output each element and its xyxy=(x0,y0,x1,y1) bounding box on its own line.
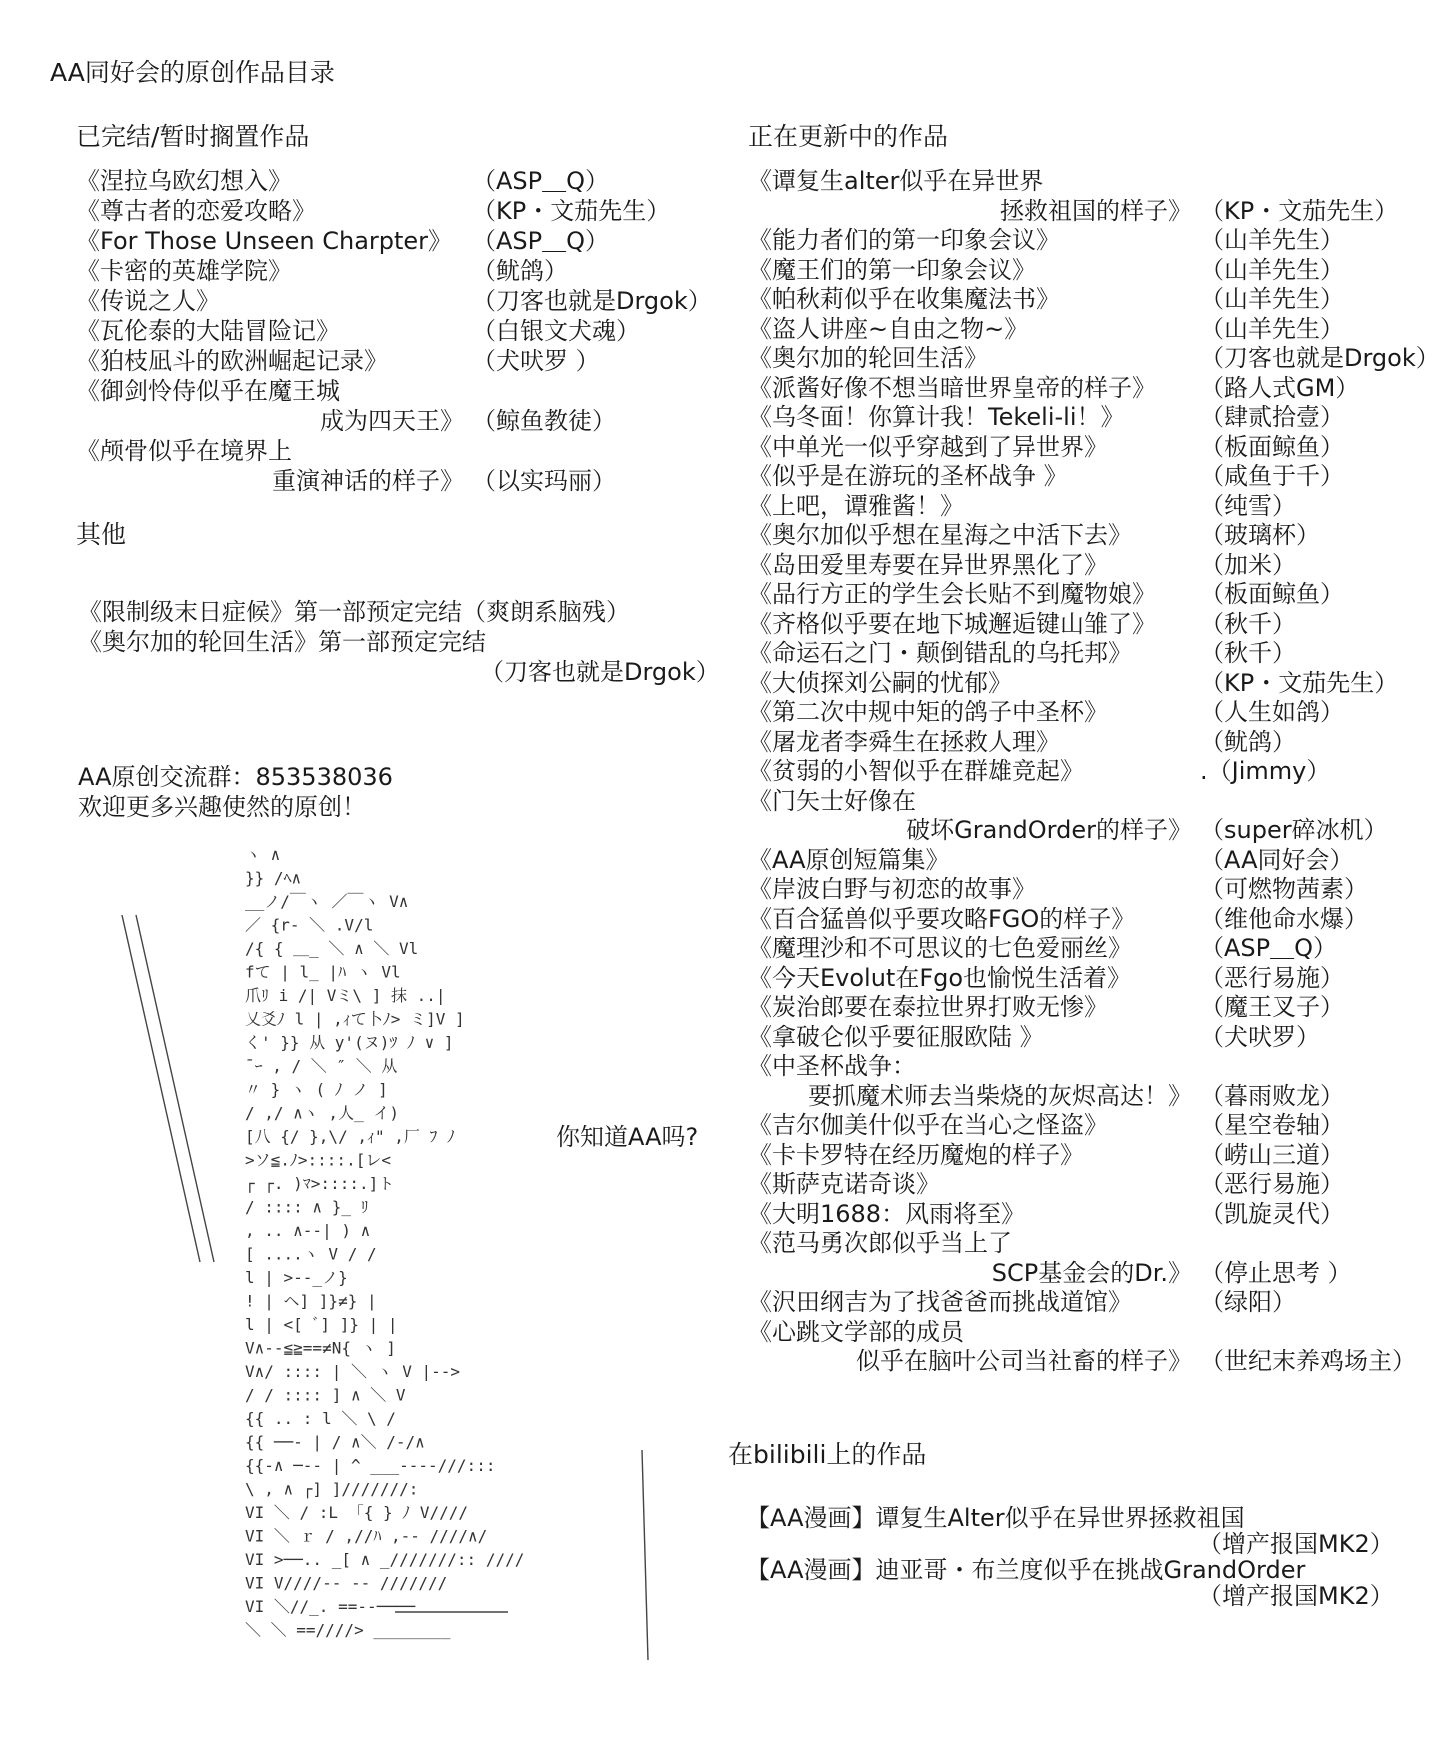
catalog-entry xyxy=(748,904,1438,934)
work-title[interactable]: 《谭复生alter似乎在异世界 xyxy=(748,167,1044,195)
work-title[interactable]: 《岸波白野与初恋的故事》 xyxy=(748,875,1036,903)
catalog-entry xyxy=(748,1169,1438,1199)
ascii-art-line: / ,/ ∧ヽ ,人_ イ) xyxy=(245,1103,399,1123)
catalog-entry xyxy=(748,1110,1438,1140)
work-title[interactable]: 《大侦探刘公嗣的忧郁》 xyxy=(748,668,1012,697)
work-author: （山羊先生） xyxy=(1200,255,1344,284)
work-author: （犬吠罗） xyxy=(1200,1022,1320,1051)
catalog-entry xyxy=(748,520,1438,550)
work-title[interactable]: 《炭治郎要在泰拉世界打败无惨》 xyxy=(748,993,1108,1021)
bilibili-item-title[interactable]: 【AA漫画】迪亚哥・布兰度似乎在挑战GrandOrder xyxy=(746,1556,1306,1584)
catalog-entry xyxy=(748,579,1438,609)
work-author: （板面鲸鱼） xyxy=(1200,580,1344,608)
work-title[interactable]: 《瓦伦泰的大陆冒险记》 xyxy=(76,317,340,345)
others-heading: 其他 xyxy=(76,520,127,549)
work-author: （崂山三道） xyxy=(1200,1140,1344,1169)
work-author: （KP・文茄先生） xyxy=(472,197,671,225)
work-author: （暮雨败龙） xyxy=(1200,1081,1344,1110)
completed-heading: 已完结/暂时搁置作品 xyxy=(76,122,310,151)
work-author: （山羊先生） xyxy=(1200,314,1344,343)
work-title[interactable]: 《齐格似乎要在地下城邂逅键山雏了》 xyxy=(748,609,1156,638)
catalog-entry xyxy=(748,933,1438,963)
catalog-entry xyxy=(748,343,1438,373)
work-title[interactable]: 《尊古者的恋爱攻略》 xyxy=(76,197,316,225)
work-author: （世纪末养鸡场主） xyxy=(1200,1347,1416,1375)
work-title[interactable]: 《吉尔伽美什似乎在当心之怪盗》 xyxy=(748,1111,1108,1139)
ascii-art-line: 〃 } ヽ ( ﾉ ノ ] xyxy=(245,1080,388,1099)
speech-text: 你知道AA吗? xyxy=(556,1123,699,1151)
work-title[interactable]: 《派酱好像不想当暗世界皇帝的样子》 xyxy=(748,373,1156,402)
work-author: （ASP＿Q） xyxy=(472,227,610,255)
work-title[interactable]: 《中单光一似乎穿越到了异世界》 xyxy=(748,432,1108,461)
work-title[interactable]: 《心跳文学部的成员 xyxy=(748,1317,964,1346)
work-author: （维他命水爆） xyxy=(1200,904,1368,933)
bilibili-item-author: （增产报国MK2） xyxy=(1198,1582,1394,1610)
work-title[interactable]: 《传说之人》 xyxy=(76,287,220,315)
catalog-entry xyxy=(748,225,1438,255)
work-author: （山羊先生） xyxy=(1200,285,1344,313)
work-author: （鱿鸽） xyxy=(1200,727,1296,756)
ascii-art-line: V∧‐‐≦≧==≠N{ ヽ ] xyxy=(245,1338,396,1358)
work-title[interactable]: 《涅拉乌欧幻想入》 xyxy=(76,167,292,195)
work-title[interactable]: 《卡卡罗特在经历魔炮的样子》 xyxy=(748,1140,1084,1169)
work-author: （super碎冰机） xyxy=(1200,816,1388,844)
work-title[interactable]: 《能力者们的第一印象会议》 xyxy=(748,226,1060,254)
work-title[interactable]: 《命运石之门・颠倒错乱的乌托邦》 xyxy=(748,639,1132,667)
ascii-art-line: >ソ≦.ﾉ>::::.[レ< xyxy=(245,1150,391,1170)
work-author: （路人式GM） xyxy=(1200,373,1360,402)
work-author: （恶行易施） xyxy=(1200,1170,1344,1198)
work-author: （可燃物茜素） xyxy=(1200,875,1368,903)
bilibili-item-author: （增产报国MK2） xyxy=(1198,1530,1394,1558)
catalog-entry xyxy=(748,373,1438,403)
others-line: 《限制级末日症候》第一部预定完结（爽朗系脑残） xyxy=(78,598,630,626)
catalog-entry xyxy=(748,874,1438,904)
work-author: （咸鱼于千） xyxy=(1200,462,1344,490)
bilibili-heading: 在bilibili上的作品 xyxy=(728,1440,927,1469)
work-title[interactable]: 《似乎是在游玩的圣杯战争 》 xyxy=(748,462,1068,490)
work-author: （绿阳） xyxy=(1200,1288,1296,1316)
group-number: AA原创交流群：853538036 xyxy=(78,763,393,791)
ascii-art-line: / :::: ∧ }_ ﾘ xyxy=(245,1197,369,1217)
ascii-art-line: , .. ∧‐‐| ) ∧ xyxy=(245,1221,371,1240)
bilibili-item-title[interactable]: 【AA漫画】谭复生Alter似乎在异世界拯救祖国 xyxy=(746,1504,1245,1532)
catalog-entry xyxy=(748,638,1438,668)
work-title-continued[interactable]: 破坏GrandOrder的样子》 xyxy=(906,816,1192,844)
catalog-entry xyxy=(748,992,1438,1022)
catalog-entry xyxy=(748,314,1438,344)
work-title[interactable]: 《上吧，谭雅酱！》 xyxy=(748,491,964,520)
ascii-art-line: 爪ﾘ i /| Vミ\ ] 抹 ..| xyxy=(245,986,446,1005)
catalog-entry xyxy=(748,461,1438,491)
work-title-continued[interactable]: 成为四天王》 xyxy=(320,407,464,435)
ascii-art-line: ! | ヘ] ]}≠} | xyxy=(245,1291,377,1311)
catalog-entry xyxy=(748,1287,1438,1317)
work-title-continued[interactable]: 要抓魔术师去当柴烧的灰烬高达！》 xyxy=(808,1081,1192,1110)
work-title[interactable]: 《狛枝凪斗的欧洲崛起记录》 xyxy=(76,347,388,375)
work-author: （停止思考 ） xyxy=(1200,1258,1352,1287)
work-title[interactable]: 《魔理沙和不可思议的七色爱丽丝》 xyxy=(748,934,1132,962)
work-author: （板面鲸鱼） xyxy=(1200,432,1344,461)
work-title[interactable]: 《门矢士好像在 xyxy=(748,786,916,815)
ascii-art-line: ̄ ｰ , / ＼ ″ ＼ 从 xyxy=(245,1056,398,1076)
work-author: （纯雪） xyxy=(1200,491,1296,520)
ascii-art-line: VI ＼ ｒ / ,//ﾊ ,‐‐ ////∧/ xyxy=(245,1526,488,1546)
work-title[interactable]: 《范马勇次郎似乎当上了 xyxy=(748,1229,1012,1257)
catalog-entry xyxy=(748,166,1438,225)
work-title[interactable]: 《颅骨似乎在境界上 xyxy=(76,437,292,465)
work-title[interactable]: 《奥尔加的轮回生活》 xyxy=(748,344,988,372)
work-title[interactable]: 《御剑怜侍似乎在魔王城 xyxy=(76,377,340,405)
ascii-art-line: [八 {/ },\/ ,ｨ" ,厂 ﾌ ﾉ xyxy=(245,1127,456,1146)
work-title[interactable]: 《乌冬面！你算计我！Tekeli-li！》 xyxy=(748,403,1125,431)
catalog-entry xyxy=(748,1228,1438,1287)
updating-heading: 正在更新中的作品 xyxy=(748,122,949,151)
work-author: （AA同好会） xyxy=(1200,845,1354,874)
work-title[interactable]: 《魔王们的第一印象会议》 xyxy=(748,255,1036,284)
work-title[interactable]: 《屠龙者李舜生在拯救人理》 xyxy=(748,727,1060,756)
ascii-art-line: l | <[ ﾞ] ]} | | xyxy=(245,1315,398,1334)
work-title-continued[interactable]: 重演神话的样子》 xyxy=(272,467,464,495)
others-line: （刀客也就是Drgok） xyxy=(480,658,720,686)
work-title[interactable]: 《For Those Unseen Charpter》 xyxy=(76,227,453,255)
ascii-art-line: ┌ ┌. )ﾏ>::::.]ト xyxy=(245,1174,395,1193)
work-title-continued[interactable]: SCP基金会的Dr.》 xyxy=(991,1258,1192,1287)
work-title[interactable]: 《贫弱的小智似乎在群雄竞起》 xyxy=(748,757,1084,785)
work-author: （犬吠罗 ） xyxy=(472,347,600,375)
work-author: （魔王叉子） xyxy=(1200,993,1344,1021)
ascii-art-line: / / :::: ] ∧ ＼ V xyxy=(245,1385,406,1405)
work-author: （加米） xyxy=(1200,550,1296,579)
catalog-entry xyxy=(748,1051,1438,1110)
catalog-entry xyxy=(748,1317,1438,1375)
catalog-entry xyxy=(748,697,1438,727)
work-author: （ASP＿Q） xyxy=(1200,934,1338,962)
catalog-entry xyxy=(748,963,1438,993)
work-author: （KP・文茄先生） xyxy=(1200,668,1399,697)
work-author: （肆贰拾壹） xyxy=(1200,403,1344,431)
catalog-entry xyxy=(748,491,1438,521)
catalog-entry xyxy=(748,255,1438,285)
work-author: （秋千） xyxy=(1200,609,1296,638)
ascii-art-line: 乂爻ﾉ l | ,ｨて卜ﾉ> ミ]V ] xyxy=(245,1009,465,1029)
catalog-entry xyxy=(748,786,1438,844)
ascii-art-line: [ ....ヽ V / / xyxy=(245,1244,377,1264)
catalog-entry xyxy=(748,1022,1438,1052)
ascii-art-line: /{ { ＿_ ＼ ∧ ＼ Vl xyxy=(245,939,419,958)
work-author: （人生如鸽） xyxy=(1200,698,1344,726)
work-title[interactable]: 《品行方正的学生会长贴不到魔物娘》 xyxy=(748,580,1156,608)
ascii-art-line: \ , ∧ ┌] ]///////: xyxy=(245,1479,419,1499)
work-title[interactable]: 《中圣杯战争： xyxy=(748,1052,916,1080)
ascii-art-line: l | >‐‐_ノ} xyxy=(245,1268,348,1287)
work-author: （鱿鸽） xyxy=(472,257,568,285)
work-title[interactable]: 《盗人讲座~自由之物~》 xyxy=(748,314,1029,343)
work-title[interactable]: 《岛田爱里寿要在异世界黑化了》 xyxy=(748,550,1108,579)
work-title[interactable]: 《拿破仑似乎要征服欧陆 》 xyxy=(748,1022,1044,1051)
others-line: 《奥尔加的轮回生活》第一部预定完结 xyxy=(78,628,486,656)
work-author: （白银文犬魂） xyxy=(472,317,640,345)
catalog-entry xyxy=(748,845,1438,875)
ascii-art-line: VI >──.. _[ ∧ _///////:: //// xyxy=(245,1550,525,1569)
catalog-entry xyxy=(748,1140,1438,1170)
ascii-art-line: ／ {r‐ ＼ .V/l xyxy=(245,915,374,935)
catalog-entry xyxy=(748,550,1438,580)
work-title[interactable]: 《大明1688：风雨将至》 xyxy=(748,1199,1026,1228)
catalog-entry xyxy=(748,756,1438,786)
catalog-entry xyxy=(748,668,1438,698)
work-title-continued[interactable]: 拯救祖国的样子》 xyxy=(1000,196,1192,225)
ascii-art-line: __ノ/￣ヽ ／￣ヽ V∧ xyxy=(245,892,409,911)
work-title[interactable]: 《第二次中规中矩的鸽子中圣杯》 xyxy=(748,698,1108,726)
work-author: （鲸鱼教徒） xyxy=(472,407,616,435)
catalog-entry xyxy=(748,402,1438,432)
ascii-art-line: {{ ──‐ | / ∧＼ /‐/∧ xyxy=(245,1432,425,1452)
work-author: （凯旋灵代） xyxy=(1200,1199,1344,1228)
work-author: （山羊先生） xyxy=(1200,226,1344,254)
ascii-art-line: ＼ ＼ ==////> ________ xyxy=(245,1620,451,1640)
work-title[interactable]: 《AA原创短篇集》 xyxy=(748,845,950,874)
ascii-art-line: VI ＼//_. ==‐‐──── xyxy=(245,1597,416,1616)
ascii-art-line: {{ .. : l ＼ \ / xyxy=(245,1409,396,1428)
work-author: （KP・文茄先生） xyxy=(1200,196,1399,225)
ascii-art-line: ヽ ∧ xyxy=(245,845,281,864)
catalog-entry xyxy=(748,284,1438,314)
ascii-art-line: fて | l_ |ﾊ ヽ Vl xyxy=(245,962,401,982)
ascii-art-line: V∧/ :::: | ＼ ヽ V |‐‐> xyxy=(245,1362,461,1381)
ascii-art-line: VI ＼ / :L 「{ } ﾉ V//// xyxy=(245,1503,469,1522)
ascii-art-line: VI V////‐‐ ‐‐ /////// xyxy=(245,1573,448,1593)
ascii-art-line: く' }} 从 y'(ヌ)ﾂ ﾉ ∨ ] xyxy=(245,1033,454,1052)
work-author: .（Jimmy） xyxy=(1200,757,1331,785)
work-title[interactable]: 《奥尔加似乎想在星海之中活下去》 xyxy=(748,521,1132,549)
work-author: （秋千） xyxy=(1200,639,1296,667)
page-title: AA同好会的原创作品目录 xyxy=(50,58,335,87)
work-author: （玻璃杯） xyxy=(1200,521,1320,549)
work-author: （以实玛丽） xyxy=(472,467,616,495)
catalog-entry xyxy=(748,609,1438,639)
work-title[interactable]: 《斯萨克诺奇谈》 xyxy=(748,1170,940,1198)
catalog-entry xyxy=(748,727,1438,757)
work-title[interactable]: 《卡密的英雄学院》 xyxy=(76,257,292,285)
work-author: （恶行易施） xyxy=(1200,963,1344,992)
work-author: （星空卷轴） xyxy=(1200,1111,1344,1139)
ascii-art-line: }} /ﾍ∧ xyxy=(245,868,302,888)
group-welcome: 欢迎更多兴趣使然的原创！ xyxy=(78,793,366,821)
work-author: （刀客也就是Drgok） xyxy=(1200,344,1440,372)
work-author: （刀客也就是Drgok） xyxy=(472,287,712,315)
ascii-art-line: {{‐∧ ─‐‐ | ^ ___‐‐‐‐///::: xyxy=(245,1456,496,1475)
work-title-continued[interactable]: 似乎在脑叶公司当社畜的样子》 xyxy=(856,1347,1192,1375)
catalog-entry xyxy=(748,1199,1438,1229)
sword-blade xyxy=(122,915,214,1262)
work-title[interactable]: 《今天Evolut在Fgo也愉悦生活着》 xyxy=(748,963,1132,992)
catalog-entry xyxy=(748,432,1438,462)
work-author: （ASP＿Q） xyxy=(472,167,610,195)
work-title[interactable]: 《沢田纲吉为了找爸爸而挑战道馆》 xyxy=(748,1288,1132,1316)
work-title[interactable]: 《帕秋莉似乎在收集魔法书》 xyxy=(748,285,1060,313)
work-title[interactable]: 《百合猛兽似乎要攻略FGO的样子》 xyxy=(748,904,1136,933)
